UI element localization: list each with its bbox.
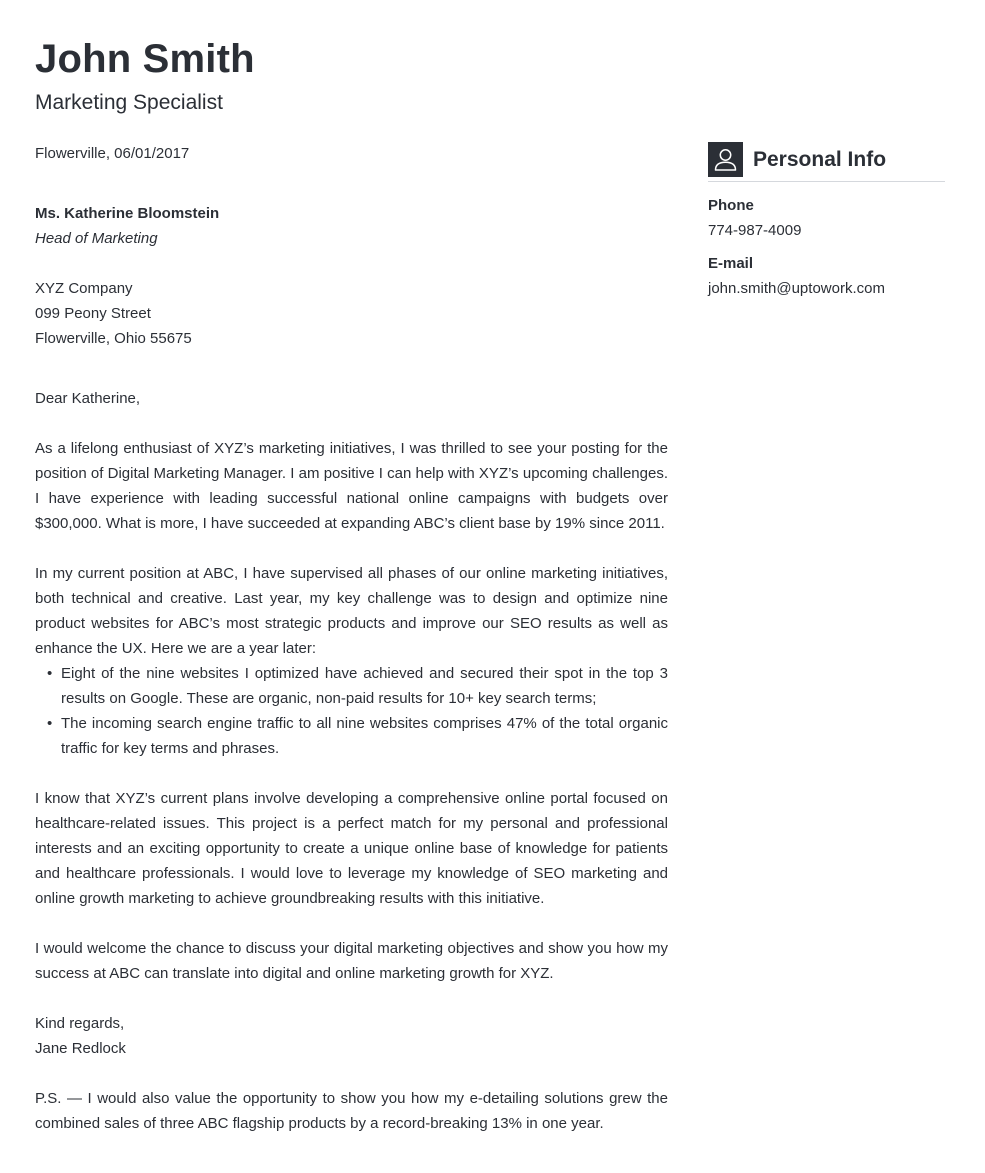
closing: Kind regards, <box>35 1015 125 1032</box>
email-value: john.smith@uptowork.com <box>708 280 885 297</box>
sidebar-title: Personal Info <box>753 147 887 171</box>
sidebar-heading <box>708 142 945 182</box>
paragraph-1: As a lifelong enthusiast of XYZ’s marketing initiatives, I was thrilled to see your posting for the position of Digital Marketing Manager. I am positive I can help with XYZ’s upcoming challenges. I have experience with leading successful national online campaigns with budgets over $300,000. What is more, I have succeeded at expanding ABC’s client base by 19% since 2011. <box>35 440 668 532</box>
recipient-street: 099 Peony Street <box>35 305 151 322</box>
paragraph-3: I know that XYZ’s current plans involve developing a comprehensive online portal focused on healthcare-related issues. This project is a perfect match for my personal and professional interests and an exciting opportunity to create a unique online base of knowledge for patients and healthcare professionals. I would love to leverage my knowledge of SEO marketing and online growth marketing to achieve groundbreaking results with this initiative. <box>35 790 668 907</box>
header <box>35 36 255 116</box>
bullet-glyph: • <box>47 715 53 732</box>
applicant-name: John Smith <box>35 37 255 81</box>
list-item-text: Eight of the nine websites I optimized have achieved and secured their spot in the top 3 results on Google. These are organic, non-paid results for 10+ key search terms; <box>61 665 668 707</box>
list-item <box>35 711 668 761</box>
paragraph-2: In my current position at ABC, I have supervised all phases of our online marketing initiatives, both technical and creative. Last year, my key challenge was to design and optimize nine product websites for ABC’s most strategic products and improve our SEO results as well as enhance the UX. Here we are a year later: <box>35 565 668 657</box>
phone-value: 774-987-4009 <box>708 222 802 239</box>
achievement-list <box>35 661 668 761</box>
personal-info-sidebar <box>708 142 945 299</box>
list-item <box>35 661 668 711</box>
place-date: Flowerville, 06/01/2017 <box>35 145 190 162</box>
recipient-city: Flowerville, Ohio 55675 <box>35 330 192 347</box>
postscript: P.S. — I would also value the opportunity to show you how my e-detailing solutions grew the combined sales of three ABC flagship products by a record-breaking 13% in one year. <box>35 1090 668 1132</box>
recipient-name: Ms. Katherine Bloomstein <box>35 205 220 222</box>
list-item-text: The incoming search engine traffic to all nine websites comprises 47% of the total organic traffic for key terms and phrases. <box>61 715 668 757</box>
letter-body <box>35 141 668 1136</box>
recipient-title: Head of Marketing <box>35 230 158 247</box>
applicant-title: Marketing Specialist <box>35 91 223 114</box>
paragraph-4: I would welcome the chance to discuss your digital marketing objectives and show you how my success at ABC can translate into digital and online marketing growth for XYZ. <box>35 940 668 982</box>
person-icon <box>708 142 743 177</box>
phone-label: Phone <box>708 197 754 214</box>
bullet-glyph: • <box>47 665 53 682</box>
email-label: E-mail <box>708 255 754 272</box>
salutation: Dear Katherine, <box>35 390 141 407</box>
recipient-company: XYZ Company <box>35 280 133 297</box>
signature: Jane Redlock <box>35 1040 126 1057</box>
